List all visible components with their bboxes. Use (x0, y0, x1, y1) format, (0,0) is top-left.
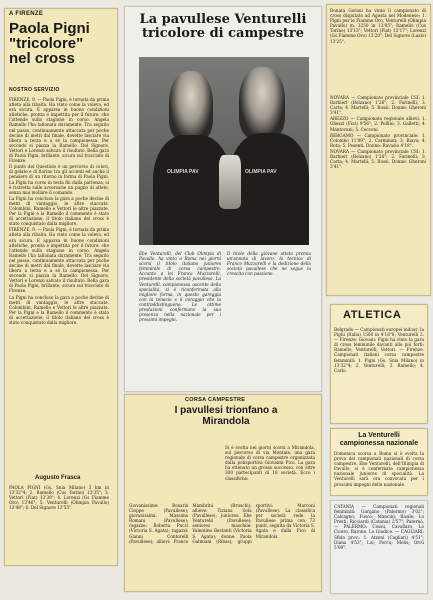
results-paragraph: NOVARA — Campionato provinciale CSI: 1. Barbieri (Bolzano) 1'26"; 2. Farinelli; 3. Carta; 4. Martelli; 5. Rossi. Donne: Gheroni 3'41". (330, 95, 426, 116)
photo-caption-continued (227, 251, 311, 276)
clipping-regional-results (330, 500, 428, 594)
article-body (9, 97, 109, 326)
results-paragraph: AREZZO — Campionato regionale allievi: 1. Ghezzi (Fiat) 9'56"; 2. Pollini; 3. Galletti; 4. Mantovani; 5. Cecconi. (330, 116, 426, 132)
results-list: Donata Gorani ha vinto il campionato di cross disputato ad Agosta nel Modenese: 1. Pigni per le Fiamme Oro, Venturelli (Olimpia Pavullo) m. 3250 in 13'05"; Ramello (Cus Torino) 13'13"; Vettori (Fiat) 13'17"; Lorenzi (Gs Fiamme Oro) 13'20"; Del Signore (Lazio) 13'25". (330, 8, 426, 44)
clipping-headline: I pavullesi trionfano a Mirandola (174, 405, 278, 427)
athlete-body-right (229, 133, 309, 245)
photo-caption (139, 251, 221, 322)
article-paragraph: Il punto del Questiolo è un percorso di colori, di gelate e di fiorino tra gli accenti ed anche il pensiero di un ritorno in forma di Paola Pigni. La Pigni ha corso in testa fin dalla partenza, si è ristretta sulle avversarie un pugno di atlete, senza mai mollare il comando. (9, 164, 109, 195)
shirt-lettering: OLIMPIA PAV (245, 169, 277, 175)
athletes-photo (139, 57, 309, 245)
clipping-results-right (326, 4, 431, 296)
clipping-kicker: CORSA CAMPESTRE (185, 397, 246, 403)
caption-text: Ebe Venturelli, del Club Olimpia di Pavullo, ha vinto a Roma nei giorni scorsi il titolo italiano juniores femminile di corsa campestre. Accanto a lei Franca Muzzarelli, presidente della società pavullese. La Venturelli, campionessa uscente della specialità, si è riconfermata alla migliore forma, in questo gareggia con la tenacia e il coraggio che la contraddistinguono. Le ottime prestazioni confermano la sua presenza nella nazionale per i prossimi impegni. (139, 251, 221, 323)
article-paragraph: FIRENZE, 9. — Paola Pigni, è tornata da prima atleta alla ribalta. Ha vinto come la voleva, ed era sicura. E apparsa in buone condizioni atletiche, pronta e impettita per il futuro: che l'attende sulla stagione in corso. Angela Ramello l'ha tallonata duramente. Tra seguito nel passo, continuamente attaccata per poche decine di metri dal finale, dovette lasciare via libera a terza e a sé la campionessa. Per secondo si piazza la Ramello. Del Signore, Vettori e Lorenzi salvato il risultato. Bella gara di Paola Pigni, brillante, sicura sul tracciato di Firenze. (9, 97, 109, 164)
trophy-cup (219, 155, 241, 209)
article-paragraph: La Pigni ha concluso la gara a poche decine di metri di vantaggio, le altre staccate. Colombini, Ramello e Vettori le altre piazzate. Per la Pigni e la Ramello il commento è stato di accettazione, il titolo italiano del cross è stato conquistato dalla migliore. (9, 195, 109, 227)
clipping-kicker: A FIRENZE (9, 11, 44, 17)
athlete-head-left (169, 71, 213, 141)
clipping-headline: Paola Pigni "tricolore" nel cross (9, 20, 90, 67)
clipping-headline: La pavullese Venturelli tricolore di campestre (139, 12, 307, 41)
article-author: Augusto Frasca (35, 475, 81, 481)
clipping-venturelli-photo (124, 6, 322, 392)
athlete-head-right (239, 67, 285, 139)
clipping-headline: La Venturelli campionessa nazionale (339, 432, 419, 447)
caption-text: Il titolo della giovane atleta premia un'annata di lavoro, la tecnica di Franco Muzzarelli e la dedizione della società pavullese che ne segue la crescita con passione. (227, 251, 311, 277)
results-paragraph: NOVARA — Campionato provinciale CSI: 1. Barbieri (Bolzano) 1'26"; 2. Farinelli; 3. Carta; 4. Martelli; 5. Rossi. Donne: Gheroni 3'41". (330, 148, 426, 170)
results-list: Giovanissime: Rosaria Cioppe (Pavullese); giovanissimi: Massimo Romani (Pavullese); ragazze: Roberta Pucci (Victoria S. Agata); ragazzi: Gianni Contorelli (Pavullese); allievi: Franco Mambrini (Bruschi); allieve: Tiziana Sola (Pavullese); juniores: Ebe Venturelli (Pavullese); seniores maschile: Valentino Bestanti (Victoria S. Agata); donne: Paola Galmiani (Ribas); gruppi sportivi: Marconi (Pavullese). La classifica per società vede la Pavullese prima con 73 punti, seguita da Victoria S. Agata e dalla Pico di Mirandola. (129, 503, 315, 544)
clipping-byline: NOSTRO SERVIZIO (9, 87, 60, 93)
article-body: Domenica scorsa a Roma si è svolta la prova dei campionati nazionali di corsa campestre. Ebe Venturelli, dell'Olimpia di Pavullo, si è confermata campionessa nazionale juniores di specialità. La Venturelli sarà ora convocata per i prossimi impegni della nazionale. (334, 451, 424, 487)
article-paragraph: FIRENZE, 9. — Paola Pigni, è tornata da prima atleta alla ribalta. Ha vinto come la voleva, ed era sicura. E apparsa in buone condizioni atletiche, pronta e impettita per il futuro: che l'attende sulla stagione in corso. Angela Ramello l'ha tallonata duramente. Tra seguito nel passo, continuamente attaccata per poche decine di metri dal finale, dovette lasciare via libera a terza e a sé la campionessa. Per secondo si piazza la Ramello. Del Signore, Vettori e Lorenzi salvato il risultato. Bella gara di Paola Pigni, brillante, sicura sul tracciato di Firenze. (9, 227, 109, 294)
clipping-atletica (330, 304, 428, 424)
results-section (330, 95, 426, 170)
results-list: PAOLA PIGNI (Gs. Snia Milano) 3 km in 13'32"4; 2. Ramello (Cus Torino) 13'35"; 3. Vettori (Fiat) 13'39"; 4. Lorenzi (Gs Fiamme Oro) 13'46"; 5. Venturelli (Olimpia Pavullo) 13'48"; 6. Del Signore 13'55". (9, 485, 109, 511)
article-body: Si è svolta nei giorni scorsi a Mirandola, sul percorso di via Montaie, una gara regionale di corsa campestre organizzata dalla polisportiva Giovanni Pico. La gara ha ottenuto un grosso successo, con oltre 300 partecipanti di 18 società. Ecco i classifiche: (225, 445, 315, 481)
results-paragraph: BERGAMO — Campionato provinciale: 1. Colombo 11'09"; 2. Carminati; 3. Biava; 4. Rota; 5. Pesenti. Donne: Ravasio 4'18". (330, 132, 426, 148)
article-body: Belgrado — Campionati europei indoor: la Pigni (Italia) 1500 in 4'18"8; Venturelli 2. — Firenze: Giovani: Pigni ha vinto la gara di cross femminile davanti alle più forti: Ramello, Venturelli, Vettori. — Firenze. Campionati italiani corsa campestre femminili: 1. Pigni (Gs. Snia Milano) in 13'32"4; 2. Venturelli; 3. Ramello; 4. Carlo. (334, 327, 424, 373)
clipping-venturelli-nazionale (330, 428, 428, 496)
results-list: CATANIA — Campionati regionali femminili: Gargano (Palermo) 3'02"; Calcagno; Fusco; Mancini; Basile; Lo Presti; Ricciardi (Catania) 2'57"; Paternò. — PALERMO: Cossu, Cavallaro, Lo Cicero, Barone, Lo Giudice. — CAGLIARI: Sfida prov.: 1. Atzeni (Cagliari) 4'51"; Diana 4'53"; Loi; Porcu; Melis; Orrù 5'09". (334, 504, 424, 550)
clipping-pigni-cross (4, 8, 118, 566)
section-title: ATLETICA (343, 309, 402, 321)
shirt-lettering: OLIMPIA PAV (167, 169, 199, 175)
article-paragraph: La Pigni ha concluso la gara a poche decine di metri di vantaggio, le altre staccate. Colombini, Ramello e Vettori le altre piazzate. Per la Pigni e la Ramello il commento è stato di accettazione, il titolo italiano del cross è stato conquistato dalla migliore. (9, 294, 109, 326)
clipping-mirandola (124, 394, 322, 592)
